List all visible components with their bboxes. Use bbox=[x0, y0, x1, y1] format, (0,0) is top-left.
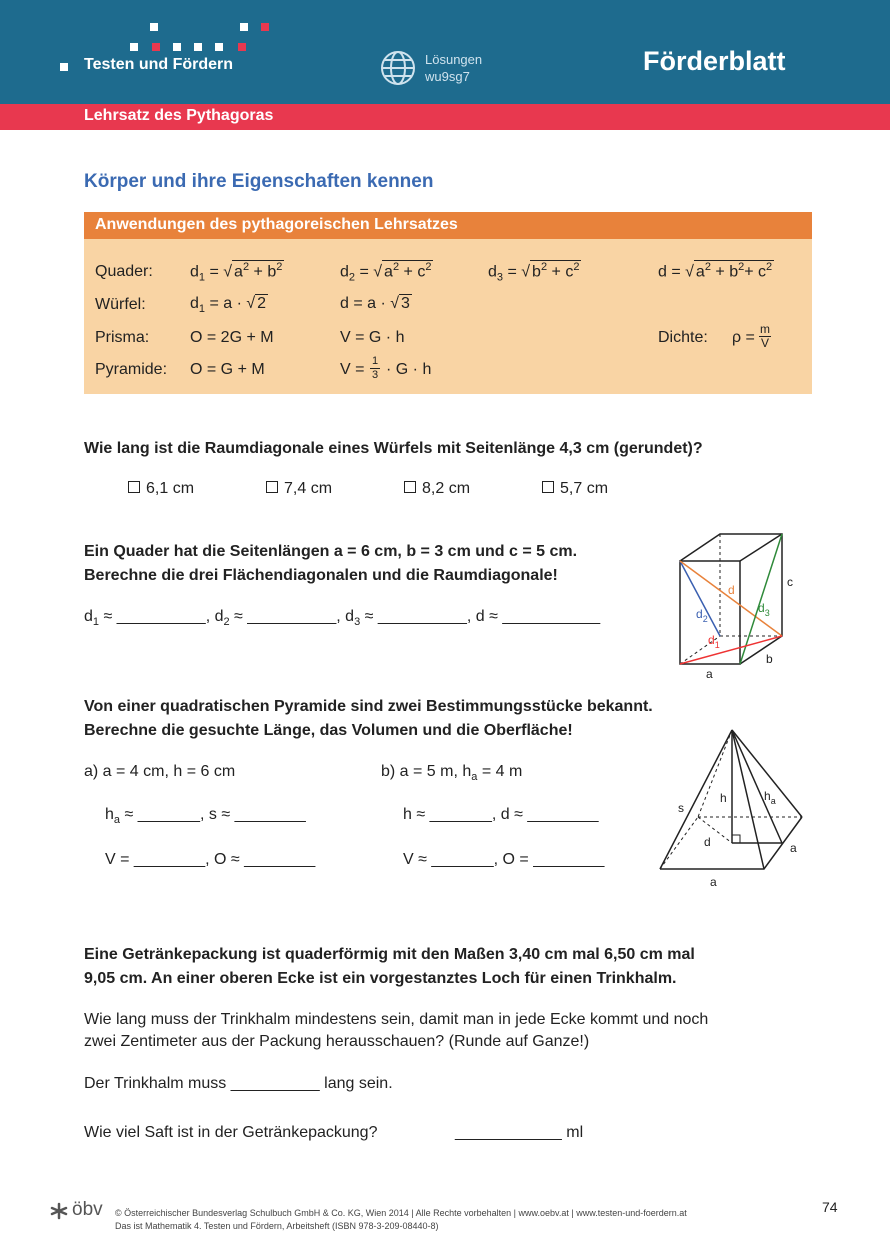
formula-quader-d: d = √ $a^2 + b^2+ c^2$ bbox=[658, 261, 773, 281]
fraction-one-third: 1 3 bbox=[371, 355, 379, 381]
task3-line1: Von einer quadratischen Pyramide sind zwei Bestimmungsstücke bekannt. bbox=[84, 698, 653, 715]
cuboid-label-d3: $d_3$ bbox=[758, 601, 770, 618]
task1-option-1[interactable]: 6,1 cm bbox=[128, 480, 194, 498]
task1-option-2[interactable]: 7,4 cm bbox=[266, 480, 332, 498]
checkbox[interactable] bbox=[404, 481, 416, 493]
cuboid-label-c: c bbox=[787, 575, 793, 589]
footer-logo-text: öbv bbox=[72, 1199, 103, 1220]
task1-option-3[interactable]: 8,2 cm bbox=[404, 480, 470, 498]
task2-line1: Ein Quader hat die Seitenlängen a = 6 cm, b = 3 cm und c = 5 cm. bbox=[84, 543, 578, 560]
formula-wuerfel-d1: $d_1 = a$ · √ 2 bbox=[190, 295, 267, 316]
task3-line2: Berechne die gesuchte Länge, das Volumen und die Oberfläche! bbox=[84, 722, 573, 739]
label-quader: Quader: bbox=[95, 263, 153, 280]
task4-line1: Eine Getränkepackung ist quaderförmig mit den Maßen 3,40 cm mal 6,50 cm mal bbox=[84, 946, 695, 963]
pyramid-label-ha: $h_a$ bbox=[764, 789, 776, 806]
brand-name: Testen und Fördern bbox=[84, 56, 234, 73]
task3-b-answers-2[interactable]: V ≈ _______, O = ________ bbox=[403, 851, 605, 868]
task4-answer1[interactable]: Der Trinkhalm muss __________ lang sein. bbox=[84, 1075, 393, 1092]
task1-question: Wie lang ist die Raumdiagonale eines Würfels mit Seitenlänge 4,3 cm (gerundet)? bbox=[84, 440, 703, 457]
task3-b-answers-1[interactable]: h ≈ _______, d ≈ ________ bbox=[403, 806, 599, 823]
topic-title: Lehrsatz des Pythagoras bbox=[84, 107, 274, 124]
checkbox[interactable] bbox=[128, 481, 140, 493]
pyramid-label-d: d bbox=[704, 835, 711, 849]
formula-quader-d2: $d_2$ = √ $a^2 + c^2$ bbox=[340, 261, 432, 284]
task3-part-b-given: b) a = 5 m, $h_a = 4$ m bbox=[381, 763, 523, 784]
pyramid-label-h: h bbox=[720, 791, 727, 805]
label-dichte: Dichte: bbox=[658, 329, 708, 346]
label-wuerfel: Würfel: bbox=[95, 296, 146, 313]
task4-text2: zwei Zentimeter aus der Packung herausschauen? (Runde auf Ganze!) bbox=[84, 1033, 590, 1050]
cuboid-label-d2: $d_2$ bbox=[696, 607, 708, 624]
formula-pyramide-v-rest: · G · h bbox=[386, 361, 432, 378]
section-title: Körper und ihre Eigenschaften kennen bbox=[84, 171, 434, 192]
task2-answer-line[interactable]: $d_1$ ≈ __________, $d_2$ ≈ __________, $d_3$ ≈ __________, d ≈ ___________ bbox=[84, 608, 601, 629]
solutions-link[interactable] bbox=[425, 51, 482, 85]
label-pyramide: Pyramide: bbox=[95, 361, 168, 378]
pyramid-figure bbox=[652, 722, 817, 892]
pyramid-label-s: s bbox=[678, 801, 684, 815]
formula-quader-d3: $d_3$ = √ $b^2 + c^2$ bbox=[488, 261, 580, 284]
formula-prisma-o: O = 2G + M bbox=[190, 329, 274, 346]
task2-line2: Berechne die drei Flächendiagonalen und die Raumdiagonale! bbox=[84, 567, 558, 584]
label-prisma: Prisma: bbox=[95, 329, 150, 346]
pyramid-label-a-bottom: a bbox=[710, 875, 717, 889]
page-number: 74 bbox=[822, 1199, 838, 1215]
solutions-label: Lösungen bbox=[425, 52, 483, 67]
task4-text1: Wie lang muss der Trinkhalm mindestens sein, damit man in jede Ecke kommt und noch bbox=[84, 1011, 709, 1028]
formula-pyramide-o: O = G + M bbox=[190, 361, 265, 378]
formula-dichte: ρ = bbox=[732, 329, 755, 346]
formula-prisma-v: V = G · h bbox=[340, 329, 405, 346]
task3-a-answers-1[interactable]: $h_a$ ≈ _______, s ≈ ________ bbox=[105, 806, 306, 827]
task4-question2: Wie viel Saft ist in der Getränkepackung? bbox=[84, 1124, 378, 1141]
cuboid-label-d: d bbox=[728, 583, 735, 597]
formula-wuerfel-d: d = a · √ 3 bbox=[340, 295, 410, 312]
cuboid-label-d1: $d_1$ bbox=[708, 633, 720, 650]
task4-answer2[interactable]: ____________ ml bbox=[455, 1124, 584, 1141]
fraction-m-over-v: m V bbox=[760, 322, 770, 350]
pyramid-label-a-right: a bbox=[790, 841, 797, 855]
checkbox[interactable] bbox=[542, 481, 554, 493]
globe-icon[interactable] bbox=[380, 50, 418, 88]
formula-box-title: Anwendungen des pythagoreischen Lehrsatzes bbox=[95, 216, 458, 233]
task4-line2: 9,05 cm. An einer oberen Ecke ist ein vorgestanztes Loch für einen Trinkhalm. bbox=[84, 970, 677, 987]
footer-copyright: © Österreichischer Bundesverlag Schulbuch GmbH & Co. KG, Wien 2014 | Alle Rechte vorbehalten | www.oebv.at | www.testen-und-foerdern.at bbox=[115, 1208, 687, 1218]
task3-part-a-given: a) a = 4 cm, h = 6 cm bbox=[84, 763, 236, 780]
formula-pyramide-v: V = bbox=[340, 361, 365, 378]
checkbox[interactable] bbox=[266, 481, 278, 493]
cuboid-label-a: a bbox=[706, 667, 713, 681]
task3-a-answers-2[interactable]: V = ________, O ≈ ________ bbox=[105, 851, 316, 868]
cuboid-figure bbox=[662, 526, 802, 681]
formula-quader-d1: $d_1$ = √ $a^2 + b^2$ bbox=[190, 261, 283, 284]
solutions-code: wu9sg7 bbox=[425, 69, 470, 84]
task1-option-4[interactable]: 5,7 cm bbox=[542, 480, 608, 498]
cuboid-label-b: b bbox=[766, 652, 773, 666]
oebv-logo-icon bbox=[50, 1202, 68, 1220]
footer-isbn: Das ist Mathematik 4. Testen und Fördern, Arbeitsheft (ISBN 978-3-209-08440-8) bbox=[115, 1221, 439, 1231]
sheet-type: Förderblatt bbox=[643, 46, 786, 76]
